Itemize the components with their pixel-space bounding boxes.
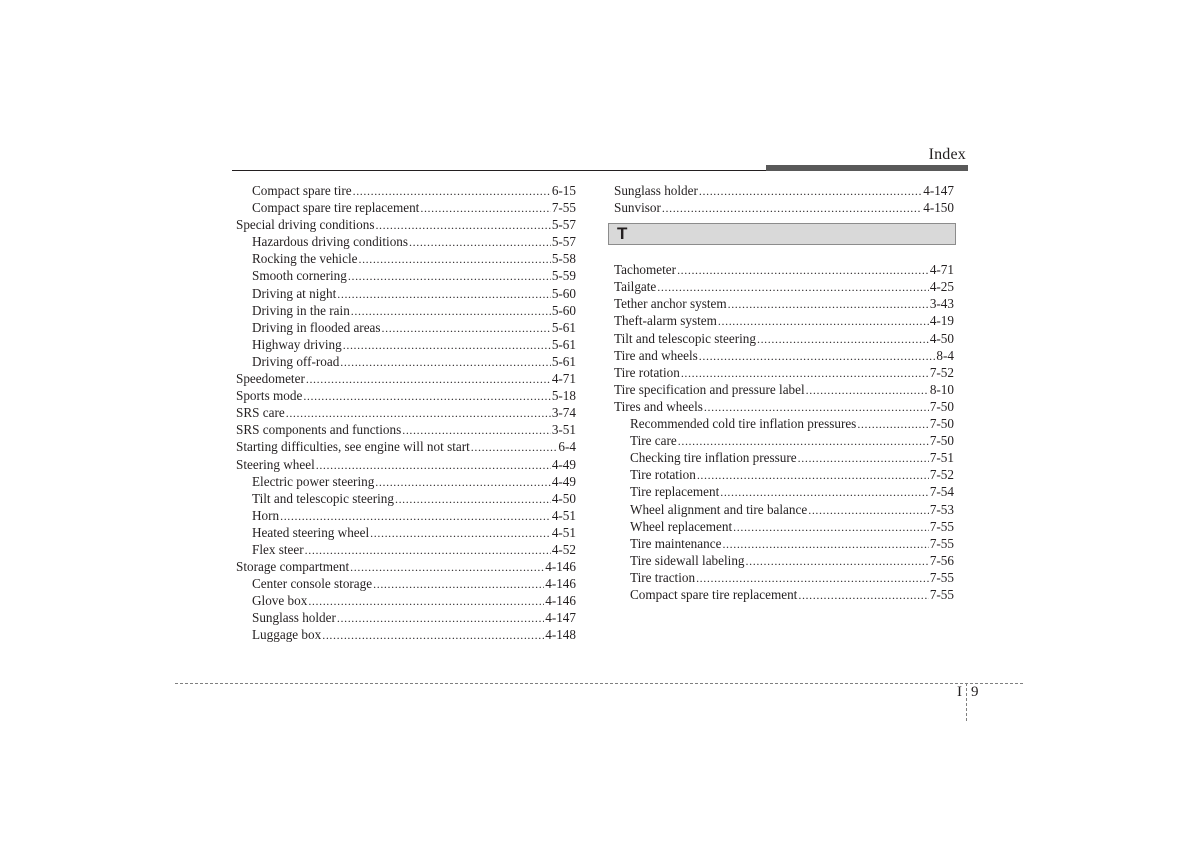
- entry-page: 4-52: [551, 541, 576, 557]
- entry-label: Storage compartment: [236, 559, 350, 575]
- dot-leader: [353, 183, 551, 199]
- entry-page: 7-52: [929, 364, 954, 380]
- entry-label: Tires and wheels: [614, 398, 703, 414]
- dot-leader: [348, 268, 551, 284]
- entry-label: Horn: [252, 507, 280, 523]
- entry-page: 4-50: [551, 490, 576, 506]
- index-subentry: [614, 415, 954, 432]
- dot-leader: [375, 474, 551, 490]
- index-entry: [614, 261, 954, 278]
- dot-leader: [358, 251, 550, 267]
- dot-leader: [395, 491, 551, 507]
- entry-label: Smooth cornering: [252, 268, 347, 284]
- entry-page: 4-147: [545, 610, 576, 626]
- index-column-left: [236, 182, 576, 644]
- dot-leader: [798, 450, 929, 466]
- entry-label: Tire sidewall labeling: [630, 552, 745, 568]
- entry-page: 7-55: [551, 200, 576, 216]
- index-subentry: [614, 535, 954, 552]
- dot-leader: [798, 587, 928, 603]
- entry-page: 4-146: [545, 576, 576, 592]
- dot-leader: [409, 234, 551, 250]
- index-list-right-bottom: [614, 261, 954, 603]
- entry-page: 7-53: [929, 501, 954, 517]
- entry-label: Tire traction: [630, 569, 696, 585]
- entry-label: Hazardous driving conditions: [252, 234, 409, 250]
- entry-page: 3-51: [551, 422, 576, 438]
- entry-page: 5-57: [551, 234, 576, 250]
- entry-page: 7-51: [929, 450, 954, 466]
- dot-leader: [420, 200, 550, 216]
- dot-leader: [373, 576, 544, 592]
- entry-label: Sunglass holder: [614, 183, 698, 198]
- entry-label: Tether anchor system: [614, 296, 727, 312]
- dot-leader: [722, 536, 928, 552]
- index-entry: [614, 381, 954, 398]
- dot-leader: [704, 399, 929, 415]
- index-entry: [236, 558, 576, 575]
- header-accent-bar: [766, 165, 968, 171]
- entry-page: 7-50: [929, 416, 954, 432]
- entry-label: Tailgate: [614, 279, 657, 295]
- entry-page: 4-50: [929, 330, 954, 346]
- dot-leader: [697, 467, 929, 483]
- entry-label: Wheel replacement: [630, 518, 733, 534]
- index-subentry: [236, 473, 576, 490]
- dot-leader: [677, 262, 929, 278]
- dot-leader: [375, 217, 550, 233]
- index-entry: [614, 278, 954, 295]
- dot-leader: [286, 405, 551, 421]
- index-subentry: [236, 507, 576, 524]
- dot-leader: [370, 525, 551, 541]
- dot-leader: [757, 331, 929, 347]
- index-subentry: [236, 353, 576, 370]
- index-subentry: [614, 466, 954, 483]
- entry-page: 7-52: [929, 467, 954, 483]
- entry-label: Tire replacement: [630, 484, 720, 500]
- entry-page: 3-43: [929, 296, 954, 312]
- entry-label: Highway driving: [252, 336, 342, 352]
- dot-leader: [728, 296, 929, 312]
- entry-label: Center console storage: [252, 576, 373, 592]
- entry-label: Tachometer: [614, 262, 677, 278]
- entry-page: 7-55: [929, 518, 954, 534]
- entry-page: 4-148: [545, 627, 576, 643]
- entry-page: 4-49: [551, 473, 576, 489]
- index-entry: [236, 456, 576, 473]
- index-entry: [614, 330, 954, 347]
- entry-label: SRS care: [236, 405, 285, 421]
- index-subentry: [614, 518, 954, 535]
- entry-page: 7-50: [929, 398, 954, 414]
- entry-page: 7-55: [929, 569, 954, 585]
- dot-leader: [337, 286, 551, 302]
- dot-leader: [699, 183, 922, 199]
- index-entry: [614, 398, 954, 415]
- index-subentry: [236, 524, 576, 541]
- index-entry: [236, 404, 576, 421]
- dot-leader: [351, 303, 551, 319]
- entry-label: Special driving conditions: [236, 217, 375, 233]
- dot-leader: [718, 313, 929, 329]
- entry-label: Heated steering wheel: [252, 524, 370, 540]
- entry-page: 3-74: [551, 405, 576, 421]
- dot-leader: [337, 610, 544, 626]
- entry-label: Compact spare tire replacement: [630, 586, 798, 602]
- entry-page: 5-60: [551, 302, 576, 318]
- index-subentry: [236, 302, 576, 319]
- footer-rule: [175, 683, 1023, 684]
- entry-label: Driving in flooded areas: [252, 319, 381, 335]
- index-entry: [236, 438, 576, 455]
- dot-leader: [322, 627, 544, 643]
- entry-label: Starting difficulties, see engine will not start: [236, 439, 470, 455]
- dot-leader: [808, 502, 929, 518]
- index-entry: [614, 312, 954, 329]
- dot-leader: [806, 382, 929, 398]
- entry-page: 7-55: [929, 535, 954, 551]
- entry-label: Glove box: [252, 593, 308, 609]
- entry-page: 5-58: [551, 251, 576, 267]
- index-entry: [614, 182, 954, 199]
- entry-label: Recommended cold tire inflation pressures: [630, 416, 857, 432]
- entry-label: Wheel alignment and tire balance: [630, 501, 808, 517]
- entry-label: Driving at night: [252, 285, 337, 301]
- entry-page: 5-18: [551, 388, 576, 404]
- footer-chapter: I: [957, 684, 962, 700]
- dot-leader: [696, 570, 929, 586]
- index-subentry: [236, 541, 576, 558]
- dot-leader: [657, 279, 929, 295]
- entry-page: 6-15: [551, 183, 576, 198]
- index-subentry: [614, 552, 954, 569]
- entry-page: 4-51: [551, 524, 576, 540]
- index-subentry: [614, 569, 954, 586]
- entry-label: Tire specification and pressure label: [614, 381, 805, 397]
- entry-label: Rocking the vehicle: [252, 251, 358, 267]
- index-subentry: [236, 319, 576, 336]
- index-subentry: [236, 285, 576, 302]
- entry-page: 8-4: [936, 347, 954, 363]
- entry-page: 7-54: [929, 484, 954, 500]
- entry-page: 5-61: [551, 319, 576, 335]
- dot-leader: [382, 320, 551, 336]
- index-subentry: [236, 575, 576, 592]
- index-subentry: [236, 233, 576, 250]
- page-title: Index: [928, 146, 966, 163]
- entry-label: Compact spare tire: [252, 183, 352, 198]
- entry-page: 5-61: [551, 353, 576, 369]
- entry-label: Electric power steering: [252, 473, 375, 489]
- entry-label: Theft-alarm system: [614, 313, 717, 329]
- entry-label: Tire rotation: [614, 364, 680, 380]
- dot-leader: [699, 348, 936, 364]
- index-subentry: [614, 432, 954, 449]
- entry-label: Steering wheel: [236, 456, 315, 472]
- entry-page: 7-55: [929, 586, 954, 602]
- index-subentry: [614, 501, 954, 518]
- entry-page: 7-56: [929, 552, 954, 568]
- dot-leader: [857, 416, 928, 432]
- entry-page: 6-4: [558, 439, 576, 455]
- index-subentry: [236, 336, 576, 353]
- entry-page: 5-59: [551, 268, 576, 284]
- entry-page: 4-150: [923, 200, 954, 216]
- entry-page: 7-50: [929, 433, 954, 449]
- index-subentry: [614, 449, 954, 466]
- dot-leader: [305, 542, 551, 558]
- dot-leader: [343, 337, 551, 353]
- dot-leader: [681, 365, 929, 381]
- index-subentry: [614, 586, 954, 603]
- dot-leader: [746, 553, 929, 569]
- index-list-right-top: [614, 182, 954, 216]
- index-column-right: [614, 182, 954, 603]
- dot-leader: [303, 388, 551, 404]
- index-subentry: [236, 182, 576, 199]
- dot-leader: [280, 508, 551, 524]
- index-subentry: [236, 592, 576, 609]
- entry-label: Luggage box: [252, 627, 322, 643]
- dot-leader: [316, 457, 551, 473]
- entry-label: Tilt and telescopic steering: [614, 330, 756, 346]
- entry-label: Tire care: [630, 433, 677, 449]
- index-entry: [614, 199, 954, 216]
- entry-page: 4-71: [929, 262, 954, 278]
- dot-leader: [733, 519, 929, 535]
- entry-page: 5-61: [551, 336, 576, 352]
- dot-leader: [402, 422, 551, 438]
- entry-page: 4-146: [545, 593, 576, 609]
- entry-page: 4-146: [545, 559, 576, 575]
- entry-page: 5-60: [551, 285, 576, 301]
- entry-label: Driving off-road: [252, 353, 340, 369]
- index-subentry: [236, 609, 576, 626]
- entry-label: Checking tire inflation pressure: [630, 450, 797, 466]
- entry-page: 4-49: [551, 456, 576, 472]
- entry-page: 4-19: [929, 313, 954, 329]
- index-entry: [236, 421, 576, 438]
- footer-divider: [966, 683, 967, 721]
- index-subentry: [236, 490, 576, 507]
- entry-label: Tire rotation: [630, 467, 696, 483]
- index-subentry: [614, 483, 954, 500]
- index-entry: [236, 370, 576, 387]
- dot-leader: [471, 439, 558, 455]
- dot-leader: [308, 593, 544, 609]
- entry-page: 4-51: [551, 507, 576, 523]
- entry-page: 4-147: [923, 183, 954, 198]
- entry-label: Sunvisor: [614, 200, 661, 216]
- index-entry: [614, 364, 954, 381]
- index-subentry: [236, 250, 576, 267]
- entry-label: Speedometer: [236, 371, 305, 387]
- entry-label: Compact spare tire replacement: [252, 200, 420, 216]
- index-subentry: [236, 199, 576, 216]
- entry-label: Tire and wheels: [614, 347, 698, 363]
- entry-label: Tilt and telescopic steering: [252, 490, 394, 506]
- index-entry: [614, 295, 954, 312]
- section-header-t: [608, 223, 956, 245]
- entry-page: 4-71: [551, 371, 576, 387]
- index-subentry: [236, 626, 576, 643]
- dot-leader: [720, 484, 929, 500]
- index-entry: [236, 216, 576, 233]
- dot-leader: [678, 433, 929, 449]
- index-entry: [614, 347, 954, 364]
- entry-label: Sunglass holder: [252, 610, 336, 626]
- entry-page: 5-57: [551, 217, 576, 233]
- entry-label: Sports mode: [236, 388, 303, 404]
- footer-page-number: 9: [971, 684, 979, 700]
- dot-leader: [306, 371, 551, 387]
- index-subentry: [236, 267, 576, 284]
- entry-label: Driving in the rain: [252, 302, 350, 318]
- index-entry: [236, 387, 576, 404]
- section-letter: T: [617, 224, 628, 244]
- dot-leader: [350, 559, 544, 575]
- entry-page: 8-10: [929, 381, 954, 397]
- entry-label: Flex steer: [252, 541, 304, 557]
- entry-page: 4-25: [929, 279, 954, 295]
- entry-label: SRS components and functions: [236, 422, 402, 438]
- entry-label: Tire maintenance: [630, 535, 722, 551]
- dot-leader: [662, 200, 922, 216]
- dot-leader: [340, 354, 551, 370]
